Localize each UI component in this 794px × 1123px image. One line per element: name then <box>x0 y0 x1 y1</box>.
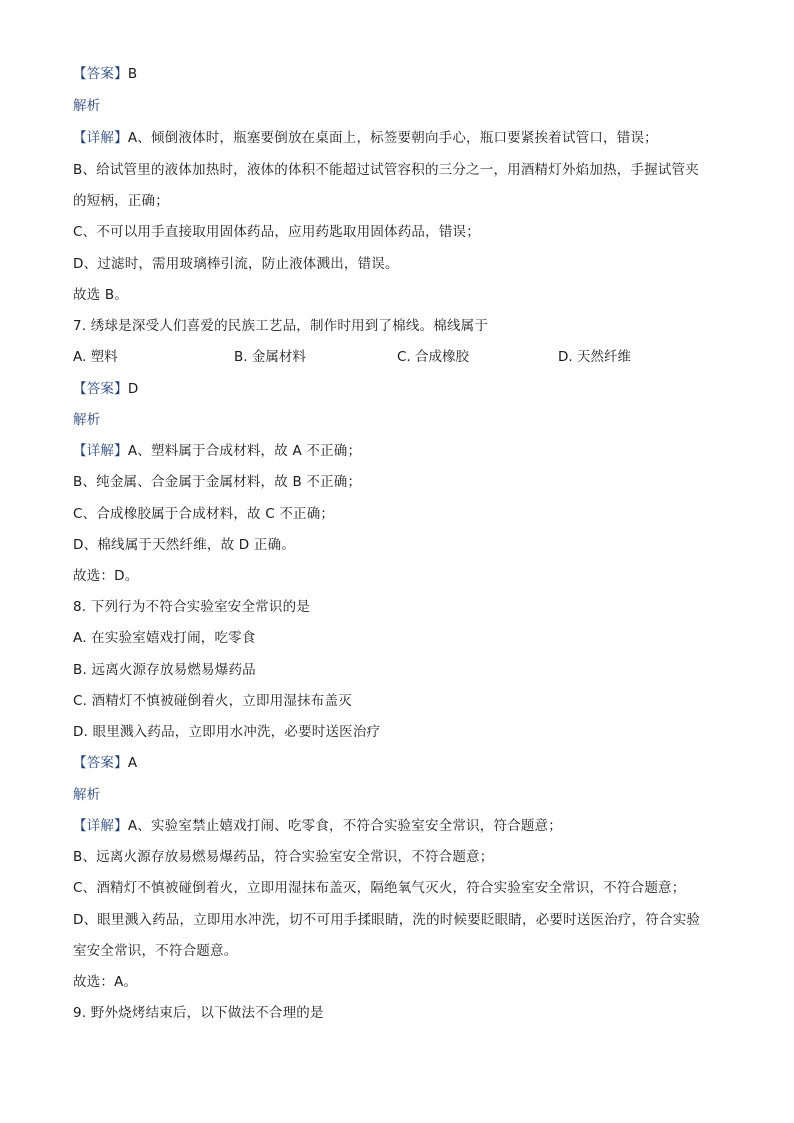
q6-analysis-line <box>73 96 100 116</box>
q7-detail-c: C、合成橡胶属于合成材料，故 C 不正确； <box>73 506 335 522</box>
analysis-tag: 解析 <box>73 787 101 803</box>
answer-tag: 【答案】 <box>73 381 128 397</box>
q6-detail-a <box>73 128 658 148</box>
detail-text: A、实验室禁止嬉戏打闹、吃零食，不符合实验室安全常识，符合题意； <box>127 818 562 834</box>
analysis-tag: 解析 <box>73 412 101 428</box>
q8-stem: 8. 下列行为不符合实验室安全常识的是 <box>73 599 310 615</box>
q8-detail-c: C、酒精灯不慎被碰倒着火，立即用湿抹布盖灭，隔绝氧气灭火，符合实验室安全常识，不符合题意； <box>73 880 686 896</box>
q9-stem: 9. 野外烧烤结束后，以下做法不合理的是 <box>73 1005 324 1021</box>
q6-detail-d: D、过滤时，需用玻璃棒引流，防止液体溅出，错误。 <box>73 256 399 272</box>
q7-answer-line <box>73 379 138 399</box>
q8-answer-line <box>73 753 137 773</box>
answer-value: D <box>127 381 139 397</box>
detail-text: A、倾倒液体时，瓶塞要倒放在桌面上，标签要朝向手心，瓶口要紧挨着试管口，错误； <box>127 130 658 146</box>
q8-detail-d-2: 室安全常识，不符合题意。 <box>73 943 238 959</box>
q7-detail-b: B、纯金属、合金属于金属材料，故 B 不正确； <box>73 474 362 490</box>
q8-conclusion: 故选：A。 <box>73 974 138 990</box>
q7-detail-a <box>73 441 361 461</box>
answer-value: B <box>127 66 138 82</box>
detail-text: A、塑料属于合成材料，故 A 不正确； <box>127 443 362 459</box>
q6-conclusion: 故选 B。 <box>73 287 129 303</box>
answer-tag: 【答案】 <box>73 755 128 771</box>
detail-tag: 【详解】 <box>73 818 128 834</box>
q8-option-a: A. 在实验室嬉戏打闹，吃零食 <box>73 630 256 646</box>
q8-option-c: C. 酒精灯不慎被碰倒着火，立即用湿抹布盖灭 <box>73 693 352 709</box>
answer-value: A <box>127 755 138 771</box>
answer-tag: 【答案】 <box>73 66 128 82</box>
q8-detail-d-1: D、眼里溅入药品，立即用水冲洗，切不可用手揉眼睛，洗的时候要眨眼睛，必要时送医治疗，符合实验 <box>73 912 701 928</box>
q8-option-b: B. 远离火源存放易燃易爆药品 <box>73 662 256 678</box>
q7-option-c: C. 合成橡胶 <box>397 349 470 365</box>
q6-answer-line <box>73 64 137 84</box>
q7-option-d: D. 天然纤维 <box>558 349 631 365</box>
q7-stem: 7. 绣球是深受人们喜爱的民族工艺品，制作时用到了棉线。棉线属于 <box>73 318 489 334</box>
q6-detail-b-1: B、给试管里的液体加热时，液体的体积不能超过试管容积的三分之一，用酒精灯外焰加热，手握试管夹 <box>73 162 699 178</box>
q7-conclusion: 故选：D。 <box>73 568 139 584</box>
q8-analysis-line <box>73 785 100 805</box>
q7-analysis-line <box>73 410 100 430</box>
detail-tag: 【详解】 <box>73 130 128 146</box>
q8-option-d: D. 眼里溅入药品，立即用水冲洗，必要时送医治疗 <box>73 724 381 740</box>
q7-option-b: B. 金属材料 <box>234 349 306 365</box>
q6-detail-c: C、不可以用手直接取用固体药品，应用药匙取用固体药品，错误； <box>73 224 480 240</box>
detail-tag: 【详解】 <box>73 443 128 459</box>
q6-detail-b-2: 的短柄，正确； <box>73 193 169 209</box>
q8-detail-a <box>73 816 562 836</box>
analysis-tag: 解析 <box>73 98 101 114</box>
q8-detail-b: B、远离火源存放易燃易爆药品，符合实验室安全常识，不符合题意； <box>73 849 494 865</box>
q7-detail-d: D、棉线属于天然纤维，故 D 正确。 <box>73 537 295 553</box>
q7-option-a: A. 塑料 <box>73 349 118 365</box>
